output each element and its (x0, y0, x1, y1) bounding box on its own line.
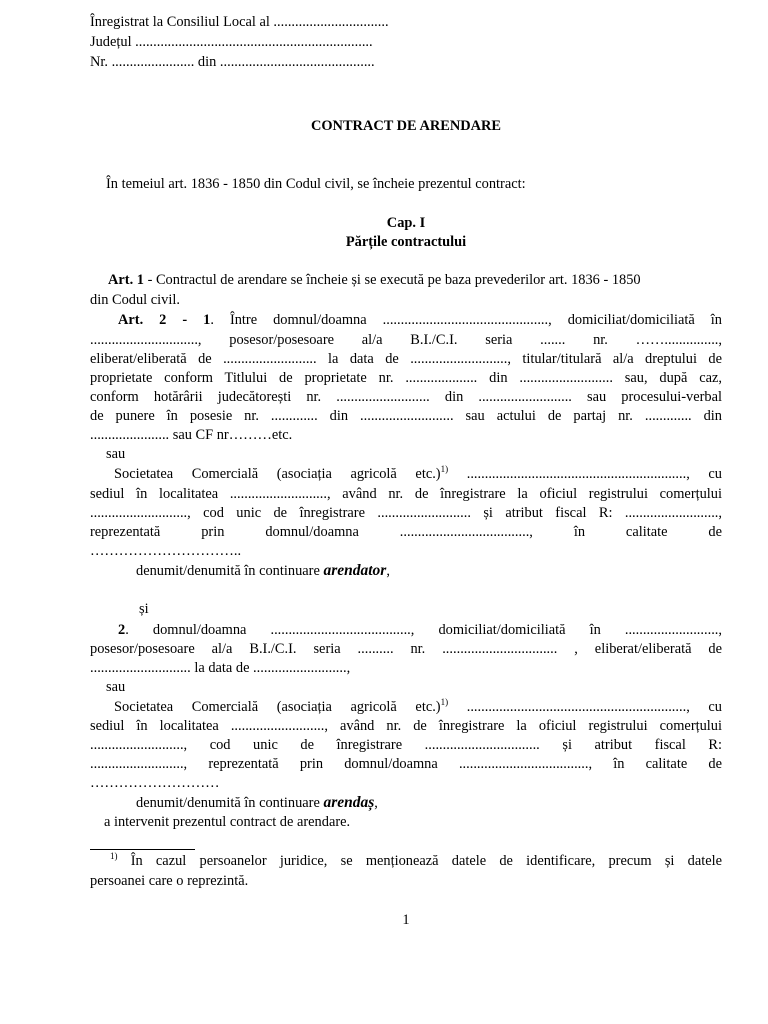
company2-line-5: ……………………… (90, 775, 220, 791)
party2-number: 2 (118, 622, 126, 638)
closing-line: a intervenit prezentul contract de arendare. (104, 814, 351, 830)
role-arendator: arendator (323, 562, 387, 579)
art1-line2: din Codul civil. (90, 292, 180, 308)
company2-line-3: .........................., cod unic de înregistrare ................................ și atribut fiscal R: (90, 737, 722, 753)
party1-designation: denumit/denumită în continuare arendator, (136, 562, 390, 579)
party2-line3: ............................ la data de .........................., (90, 660, 351, 676)
and-separator: și (139, 601, 149, 617)
number-date-line: Nr. ....................... din ........................................... (90, 54, 375, 70)
art2-label: Art. 2 - 1 (118, 312, 211, 328)
role-arendas: arendaș (323, 794, 375, 811)
chapter-number: Cap. I (386, 215, 426, 231)
art2-line6: de punere în posesie nr. ............. din .......................... sau actului de partaj nr. ............. din (90, 408, 722, 424)
art2-line1: Art. 2 - 1. Între domnul/doamna .............................................., domiciliat/domiciliată în (118, 312, 722, 328)
party2-line2: posesor/posesoare al/a B.I./C.I. seria .......... nr. ................................ , eliberat/eliberată de (90, 641, 722, 657)
art2-line4: proprietate conform Titlului de proprietate nr. .................... din .......................... sau, după caz, (90, 370, 722, 386)
footnote-line-2: persoanei care o reprezintă. (90, 873, 249, 889)
footnote-divider (90, 849, 195, 850)
art2-line3: eliberat/eliberată de .......................... la data de ..........................., titular/titulară al/a dreptului de (90, 351, 722, 367)
company-line-4: reprezentată prin domnul/doamna ...................................., în calitate de (90, 524, 722, 540)
chapter-title: Părțile contractului (345, 234, 467, 250)
party2-designation: denumit/denumită în continuare arendaș, (136, 794, 378, 811)
company2-line-4: .........................., reprezentată prin domnul/doamna ...................................., în calitate de (90, 756, 722, 772)
art1-label: Art. 1 (108, 272, 144, 288)
company-line-2: sediul în localitatea ..........................., având nr. de înregistrare la oficiul registrului comerțului (90, 486, 722, 502)
party2-line1: 2. domnul/doamna ......................................., domiciliat/domiciliată în .........................., (118, 622, 722, 638)
or-separator-2: sau (106, 679, 126, 695)
art2-line5: conform hotărârii judecătorești nr. .......................... din .......................... sau procesului-verbal (90, 389, 722, 405)
company-line-3: ..........................., cod unic de înregistrare .......................... și atribut fiscal R: .........................., (90, 505, 722, 521)
art2-line7: ...................... sau CF nr………etc. (90, 427, 293, 443)
company-line-1: Societatea Comercială (asociația agricolă etc.)$^{1)}$ ............................................................., cu (114, 464, 722, 482)
company-line-5: ………………………….. (90, 543, 242, 559)
page-number: 1 (402, 912, 410, 928)
company2-line-1: Societatea Comercială (asociația agricolă etc.)$^{1)}$ ............................................................., cu (114, 697, 722, 715)
art2-line2: .............................., posesor/posesoare al/a B.I./C.I. seria ....... nr. ……..............., (90, 332, 722, 348)
intro-paragraph: În temeiul art. 1836 - 1850 din Codul civil, se încheie prezentul contract: (106, 176, 526, 192)
or-separator: sau (106, 446, 126, 462)
document-title: CONTRACT DE ARENDARE (310, 118, 502, 134)
art1-text: - Contractul de arendare se încheie și se execută pe baza prevederilor art. 1836 - 1850 (143, 272, 641, 288)
county-line: Județul .................................................................. (90, 34, 373, 50)
footnote-line-1: $^{1)}$ În cazul persoanelor juridice, se menționează datele de identificare, precum și datele (110, 851, 722, 869)
art1-line (108, 270, 722, 290)
registration-line: Înregistrat la Consiliul Local al ................................ (90, 14, 389, 30)
company2-line-2: sediul în localitatea .........................., având nr. de înregistrare la oficiul registrului comerțului (90, 718, 722, 734)
